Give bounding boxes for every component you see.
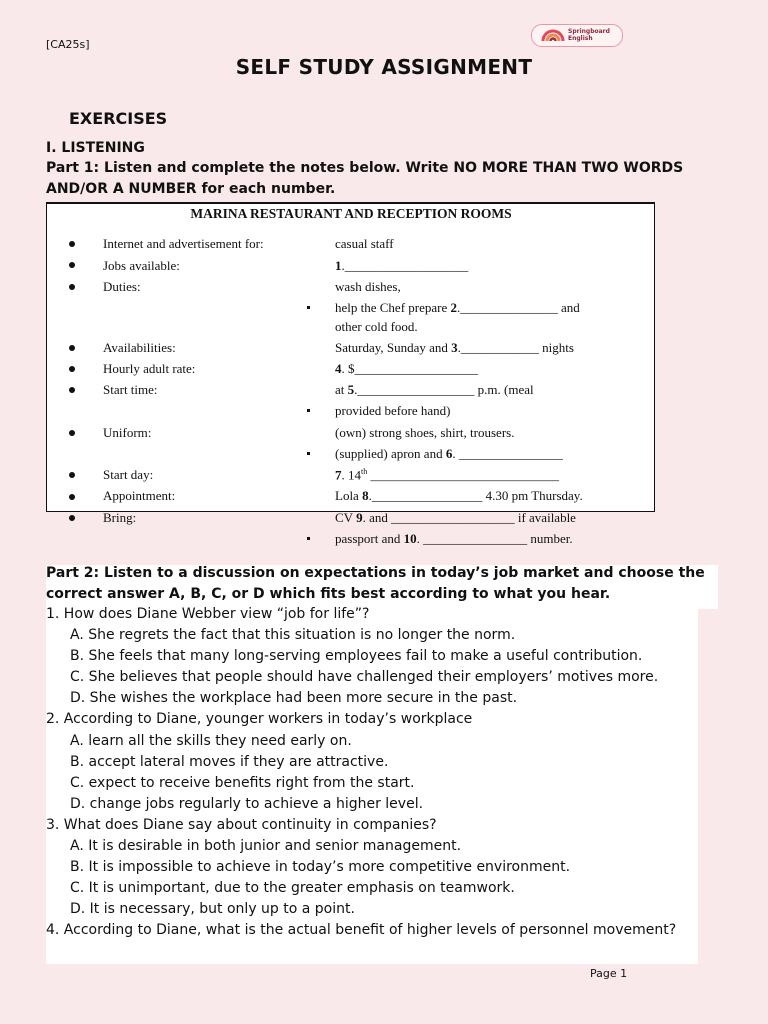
bullet-icon [69, 472, 75, 478]
row-label: Start time: [103, 382, 158, 397]
row-value: wash dishes, [335, 279, 401, 294]
bullet-icon [69, 515, 75, 521]
row-label: Duties: [103, 279, 141, 294]
part2-instruction: Part 2: Listen to a discussion on expectations in today’s job market and choose the correct answer A, B, C, or D which fits best according to what you hear. [46, 565, 705, 602]
row-value: other cold food. [335, 319, 418, 334]
question-1: 1. How does Diane Webber view “job for life”? [46, 606, 370, 622]
logo-line2: English [568, 35, 593, 42]
row-label: Start day: [103, 467, 154, 482]
option-3d[interactable]: D. It is necessary, but only up to a point. [70, 901, 355, 917]
bullet-icon [69, 284, 75, 290]
question-2: 2. According to Diane, younger workers in today’s workplace [46, 711, 473, 727]
answer-blank-5[interactable]: at 5.__________________ p.m. (meal [335, 382, 534, 397]
bullet-icon [69, 387, 75, 393]
notes-table-title: MARINA RESTAURANT AND RECEPTION ROOMS [190, 206, 512, 221]
option-2a[interactable]: A. learn all the skills they need early on. [70, 733, 352, 749]
row-label: Jobs available: [103, 258, 180, 273]
row-value: (own) strong shoes, shirt, trousers. [335, 425, 515, 440]
answer-blank-1[interactable]: 1.___________________ [335, 258, 469, 273]
question-4: 4. According to Diane, what is the actual benefit of higher levels of personnel movement? [46, 922, 677, 938]
answer-blank-8[interactable]: Lola 8._________________ 4.30 pm Thursday. [335, 488, 583, 503]
option-2b[interactable]: B. accept lateral moves if they are attractive. [70, 754, 389, 770]
answer-blank-7[interactable]: 7. 14th _____________________________ [335, 467, 559, 483]
row-label: Hourly adult rate: [103, 361, 196, 376]
bullet-icon [69, 345, 75, 351]
bullet-icon [69, 262, 75, 268]
option-2c[interactable]: C. expect to receive benefits right from the start. [70, 775, 415, 791]
option-3c[interactable]: C. It is unimportant, due to the greater emphasis on teamwork. [70, 880, 515, 896]
square-bullet-icon [307, 537, 310, 540]
option-3b[interactable]: B. It is impossible to achieve in today’s more competitive environment. [70, 859, 571, 875]
answer-blank-2[interactable]: help the Chef prepare 2._______________ and [335, 300, 580, 315]
row-value: casual staff [335, 236, 394, 251]
option-1d[interactable]: D. She wishes the workplace had been more secure in the past. [70, 690, 518, 706]
bullet-icon [69, 366, 75, 372]
answer-blank-3[interactable]: Saturday, Sunday and 3.____________ nights [335, 340, 574, 355]
option-2d[interactable]: D. change jobs regularly to achieve a higher level. [70, 796, 424, 812]
answer-blank-10[interactable]: passport and 10. ________________ number. [335, 531, 573, 546]
row-label: Availabilities: [103, 340, 176, 355]
square-bullet-icon [307, 306, 310, 309]
rainbow-logo-icon [541, 28, 565, 42]
springboard-logo [531, 24, 623, 47]
page-number: Page 1 [590, 967, 628, 980]
row-label: Internet and advertisement for: [103, 236, 264, 251]
option-1c[interactable]: C. She believes that people should have challenged their employers’ motives more. [70, 669, 659, 685]
option-1b[interactable]: B. She feels that many long-serving employees fail to make a useful contribution. [70, 648, 643, 664]
answer-blank-6[interactable]: (supplied) apron and 6. ________________ [335, 446, 563, 461]
section-heading: EXERCISES [69, 109, 168, 128]
listening-heading: I. LISTENING [46, 140, 145, 156]
option-3a[interactable]: A. It is desirable in both junior and senior management. [70, 838, 462, 854]
bullet-icon [69, 494, 75, 500]
page-title: SELF STUDY ASSIGNMENT [235, 55, 533, 79]
logo-line1: Springboard [568, 28, 610, 35]
bullet-icon [69, 430, 75, 436]
square-bullet-icon [307, 452, 310, 455]
row-label: Uniform: [103, 425, 152, 440]
answer-blank-4[interactable]: 4. $___________________ [335, 361, 478, 376]
square-bullet-icon [307, 409, 310, 412]
bullet-icon [69, 241, 75, 247]
row-label: Bring: [103, 510, 137, 525]
row-label: Appointment: [103, 488, 176, 503]
row-value: provided before hand) [335, 403, 451, 418]
document-code: [CA25s] [46, 38, 90, 51]
part1-instruction: Part 1: Listen and complete the notes below. Write NO MORE THAN TWO WORDS AND/OR A NUMBER for each number. [46, 160, 684, 197]
question-3: 3. What does Diane say about continuity in companies? [46, 817, 437, 833]
option-1a[interactable]: A. She regrets the fact that this situation is no longer the norm. [70, 627, 516, 643]
answer-blank-9[interactable]: CV 9. and ___________________ if available [335, 510, 576, 525]
